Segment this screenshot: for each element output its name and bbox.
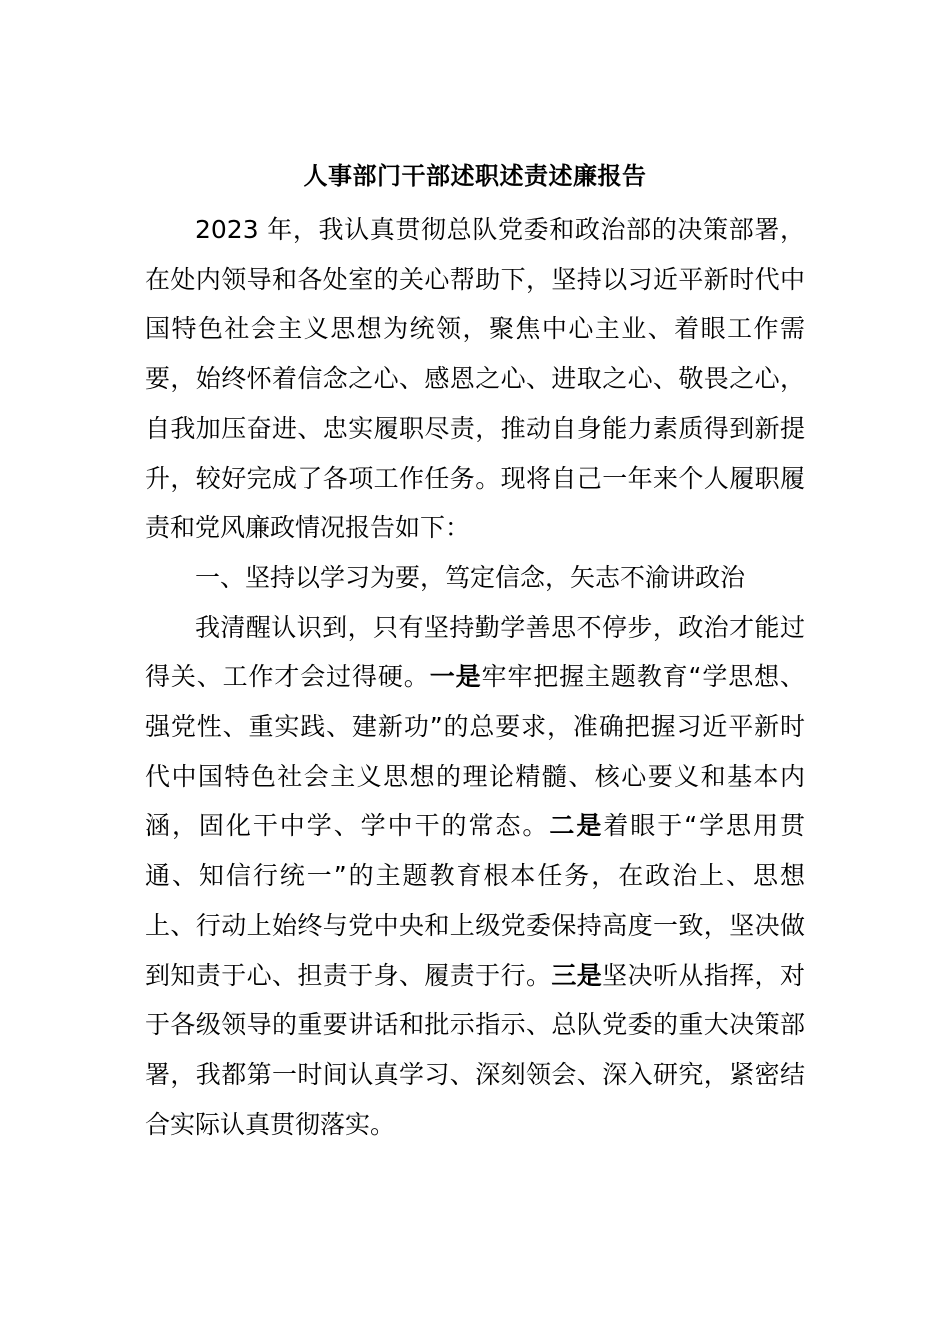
point-lead-2: 二是: [549, 811, 604, 841]
document-body: [145, 205, 805, 1149]
section-heading: 一、坚持以学习为要，笃定信念，矢志不渝讲政治: [195, 562, 746, 592]
section-paragraph: [145, 603, 805, 1150]
point-lead-3: 三是: [551, 960, 603, 990]
section-opening: 我清醒认识到，只有坚持勤学善思不停步，政治才能过得关、工作才会过得硬。: [145, 612, 805, 692]
intro-paragraph: 2023 年，我认真贯彻总队党委和政治部的决策部署，在处内领导和各处室的关心帮助下，坚持以习近平新时代中国特色社会主义思想为统领，聚焦中心主业、着眼工作需要，始终怀着信念之心、感恩之心、进取之心、敬畏之心，自我加压奋进、忠实履职尽责，推动自身能力素质得到新提升，较好完成了各项工作任务。现将自己一年来个人履职履责和党风廉政情况报告如下：: [145, 215, 805, 543]
point-text-1: 牢牢把握主题教育“学思想、强党性、重实践、建新功”的总要求，准确把握习近平新时代中国特色社会主义思想的理论精髓、核心要义和基本内涵，固化干中学、学中干的常态。: [145, 662, 805, 841]
point-text-3: 坚决听从指挥，对于各级领导的重要讲话和批示指示、总队党委的重大决策部署，我都第一时间认真学习、深刻领会、深入研究，紧密结合实际认真贯彻落实。: [145, 960, 805, 1139]
point-text-2: 着眼于“学思用贯通、知信行统一”的主题教育根本任务，在政治上、思想上、行动上始终与党中央和上级党委保持高度一致，坚决做到知责于心、担责于身、履责于行。: [145, 811, 805, 990]
point-lead-1: 一是: [429, 662, 482, 692]
document-title: 人事部门干部述职述责述廉报告: [303, 162, 647, 190]
